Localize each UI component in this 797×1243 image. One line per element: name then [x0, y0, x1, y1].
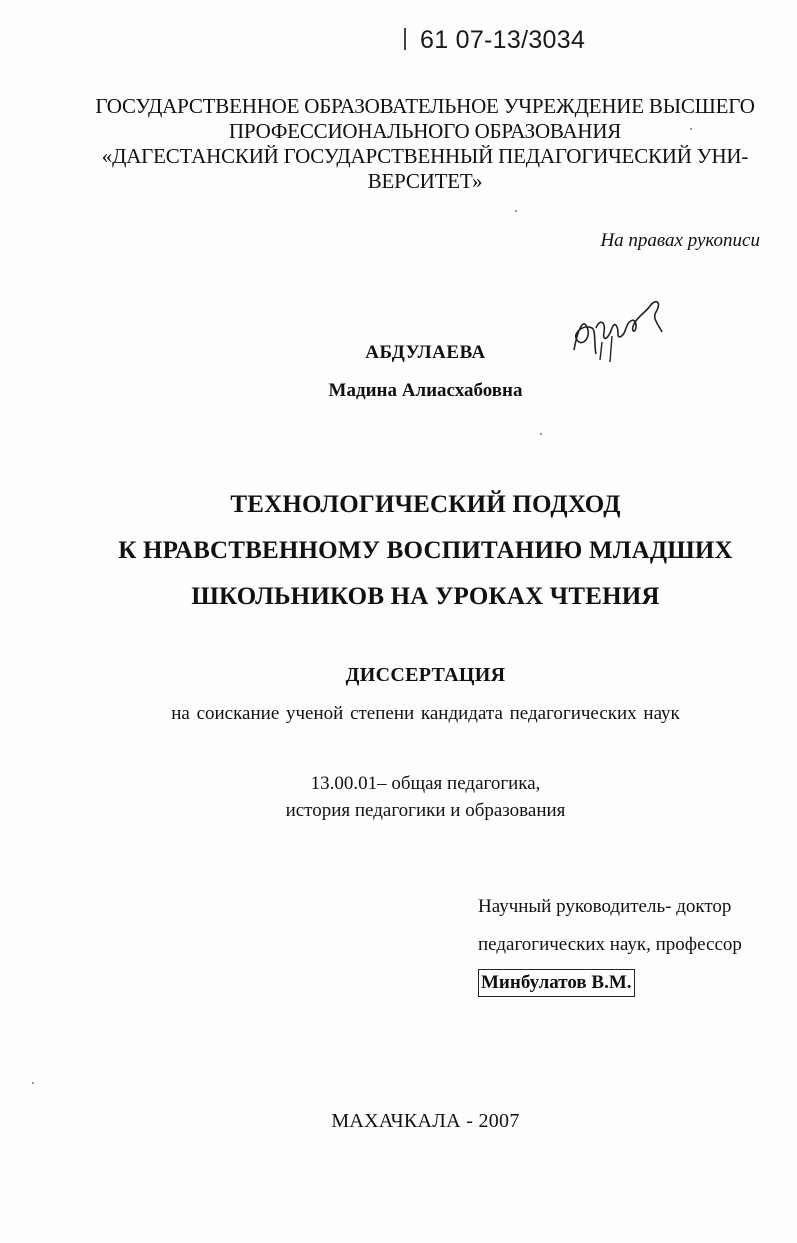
supervisor-name: Минбулатов В.М.	[478, 969, 635, 997]
institution-line: ВЕРСИТЕТ»	[367, 169, 483, 193]
author-surname: АБДУЛАЕВА	[365, 342, 486, 363]
institution-line: «ДАГЕСТАНСКИЙ ГОСУДАРСТВЕННЫЙ ПЕДАГОГИЧЕСКИЙ УНИ-	[101, 144, 749, 168]
specialty-line: история педагогики и образования	[285, 800, 566, 821]
scan-speck	[32, 1082, 34, 1084]
scan-speck	[540, 433, 542, 435]
institution-line: ПРОФЕССИОНАЛЬНОГО ОБРАЗОВАНИЯ	[228, 119, 622, 143]
institution-line: ГОСУДАРСТВЕННОЕ ОБРАЗОВАТЕЛЬНОЕ УЧРЕЖДЕНИЕ ВЫСШЕГО	[95, 94, 755, 118]
catalog-number: 61 07-13/3034	[420, 26, 586, 54]
rights-note: На правах рукописи	[600, 230, 760, 251]
dissertation-title	[0, 482, 797, 620]
specialty-line: 13.00.01– общая педагогика,	[310, 773, 541, 794]
title-line: ШКОЛЬНИКОВ НА УРОКАХ ЧТЕНИЯ	[191, 583, 660, 610]
city-year: МАХАЧКАЛА - 2007	[331, 1110, 520, 1132]
catalog-mark	[404, 28, 406, 50]
specialty	[0, 770, 797, 824]
scan-speck	[690, 128, 692, 130]
title-line: К НРАВСТВЕННОМУ ВОСПИТАНИЮ МЛАДШИХ	[118, 537, 733, 564]
institution-header	[60, 94, 790, 194]
degree-line: на соискание ученой степени кандидата педагогических наук	[171, 703, 680, 724]
scan-speck	[515, 210, 517, 212]
document-type: ДИССЕРТАЦИЯ	[345, 664, 506, 686]
supervisor-line: педагогических наук, профессор	[478, 934, 742, 955]
supervisor-block	[478, 888, 778, 1002]
author-given-name: Мадина Алиасхабовна	[328, 380, 523, 401]
supervisor-line: Научный руководитель- доктор	[478, 896, 732, 917]
title-line: ТЕХНОЛОГИЧЕСКИЙ ПОДХОД	[230, 491, 621, 518]
